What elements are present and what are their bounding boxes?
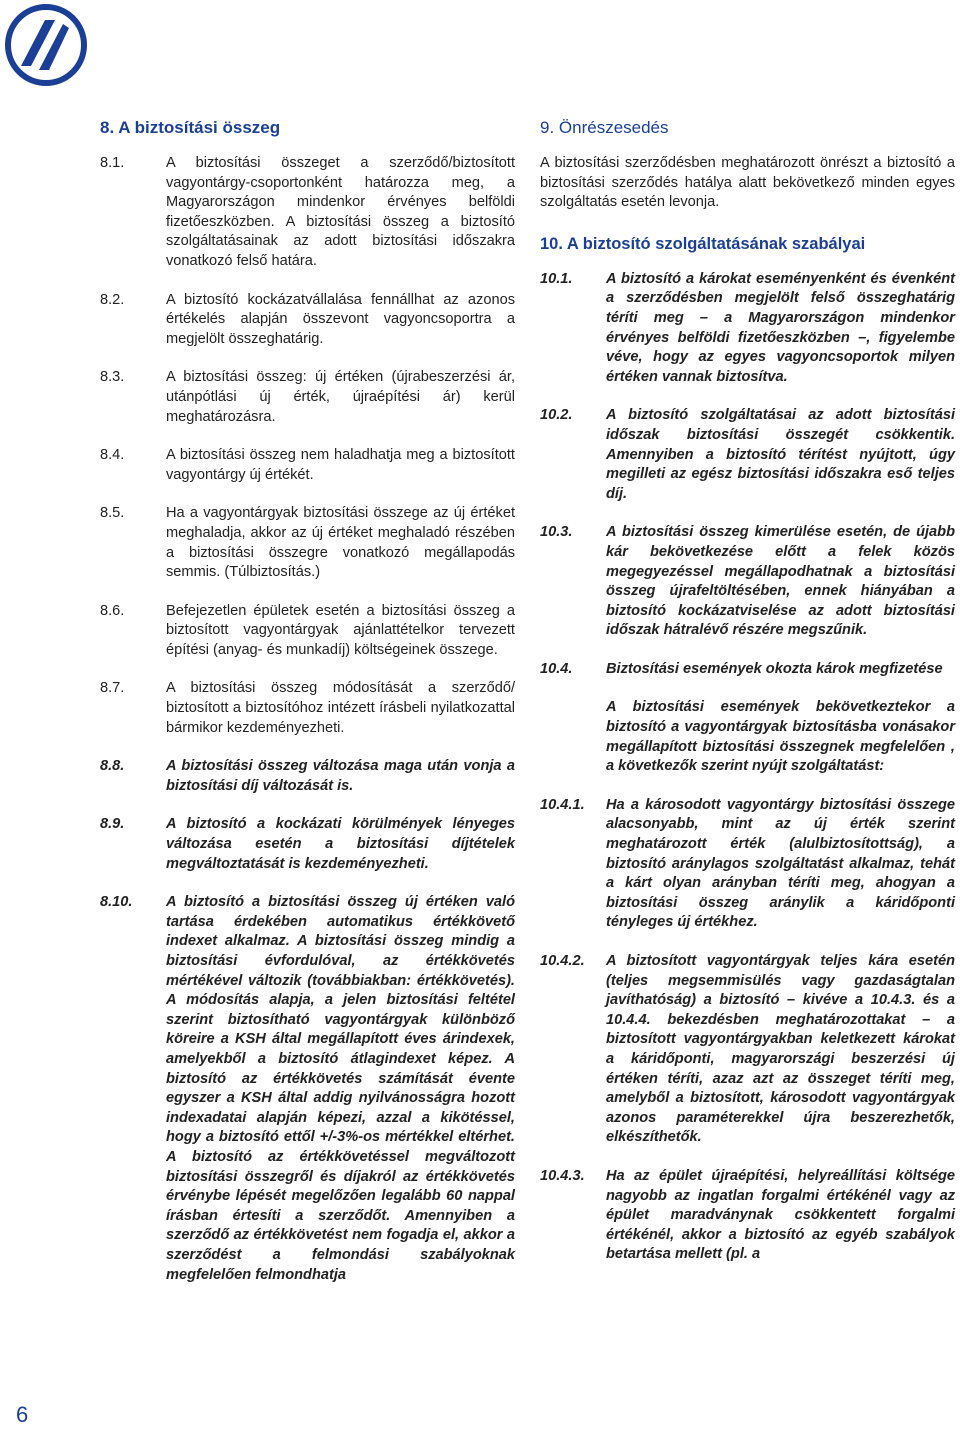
right-items <box>540 270 955 680</box>
paragraph-number: 10.4.1. <box>540 796 585 813</box>
right-subitems <box>540 796 955 1265</box>
paragraph-number: 8.3. <box>100 369 125 386</box>
paragraph-text: A biztosító a biztosítási összeg új értéken való tartása érdekében automatikus értékkövető indexet alkalmaz. A biztosítási összeg mindig a biztosítási évfordulóval, az értékkövetés mértékével változik (továbbiakban: értékkövetés). A módosítás alapja, a jelen biztosítási feltétel szerint biztosítható vagyontárgyak különböző köreire a KSH által megállapított éves árindexek, amelyekből a biztosító átlagindexet képez. A biztosító az értékkövetés számítását évente egyszer a KSH által addig nyilvánosságra hozott indexadatai alapján képezi, azzal a kikötéssel, hogy a biztosító ettől +/-3%-os mértékkel eltérhet. A biztosító az értékkövetéssel megváltozott biztosítási összegről és díjakról az értékkövetés érvénybe lépését megelőzően legalább 60 nappal írásban értesíti a szerződőt. Amennyiben a szerződő az értékkövetést nem fogadja el, akkor a szerződést a felmondási szabályoknak megfelelően felmondhatja <box>166 894 515 1283</box>
numbered-paragraph <box>540 523 955 641</box>
left-items <box>100 154 515 1285</box>
section-10-4-paragraph: A biztosítási események bekövetkeztekor a biztosító a vagyontárgyak biztosításba vonásakor megállapított biztosítási összegnek megfelelően , a következők szerint nyújt szolgáltatást: <box>606 699 955 775</box>
paragraph-text: Biztosítási események okozta károk megfizetése <box>606 660 943 677</box>
numbered-paragraph <box>100 815 515 874</box>
right-column <box>540 116 955 1265</box>
paragraph-number: 8.7. <box>100 680 125 697</box>
paragraph-text: A biztosítási összeg: új értéken (újrabeszerzési ár, utánpótlási új érték, újraépítési ár) kerül meghatározásra. <box>166 369 515 425</box>
paragraph-text: A biztosítási összeg módosítását a szerződő/ biztosított a biztosítóhoz intézett írásbeli nyilatkozattal bármikor kezdeményezheti. <box>166 680 515 736</box>
numbered-paragraph <box>100 446 515 485</box>
paragraph-number: 8.2. <box>100 291 125 308</box>
paragraph-text: Ha az épület újraépítési, helyreállítási költsége nagyobb az ingatlan forgalmi értékénél vagy az épület maradványnak csökkentett forgalmi értékénél, akkor a biztosító az egyéb szabályok betartása mellett (pl. a <box>606 1167 955 1263</box>
left-column <box>100 116 515 1285</box>
paragraph-text: A biztosító a kockázati körülmények lényeges változása esetén a biztosítási díjtételek megváltoztatását is kezdeményezheti. <box>166 816 515 872</box>
numbered-paragraph <box>100 504 515 582</box>
numbered-paragraph <box>100 368 515 427</box>
numbered-paragraph <box>540 660 955 680</box>
paragraph-number: 10.1. <box>540 270 573 287</box>
numbered-paragraph <box>100 893 515 1285</box>
numbered-paragraph <box>100 757 515 796</box>
numbered-paragraph <box>100 679 515 738</box>
paragraph-text: Befejezetlen épületek esetén a biztosítási összeg a biztosított vagyontárgyak ajánlattételkor tervezett építési (anyag- és munkadíj) költségeinek összege. <box>166 602 515 658</box>
paragraph-number: 8.6. <box>100 602 125 619</box>
paragraph-number: 8.4. <box>100 447 125 464</box>
page-number: 6 <box>16 1402 29 1427</box>
numbered-paragraph <box>540 952 955 1148</box>
paragraph-number: 10.2. <box>540 407 573 424</box>
paragraph-text: Ha a károsodott vagyontárgy biztosítási összege alacsonyabb, mint az új érték szerint meghatározott érték (alulbiztosítottság), a biztosító aránylagos szolgáltatást alkalmaz, tehát a kárt olyan arányban téríti meg, ahogyan a biztosítási összeg aránylik a káridőponti tényleges új értékhez. <box>606 796 955 931</box>
numbered-paragraph <box>540 1167 955 1265</box>
numbered-paragraph <box>540 406 955 504</box>
numbered-paragraph <box>540 270 955 388</box>
paragraph-text: A biztosító szolgáltatásai az adott biztosítási időszak biztosítási összegét csökkentik. Amennyiben a biztosító térítést nyújtott, úgy megilleti az egész biztosítási időszakra eső teljes díj. <box>606 407 955 502</box>
section-heading-10: 10. A biztosító szolgáltatásának szabályai <box>540 234 866 253</box>
paragraph-number: 8.10. <box>100 894 133 911</box>
paragraph-text: Ha a vagyontárgyak biztosítási összege az új értéket meghaladja, akkor az új értéket meghaladó részében a biztosítási összegre vonatkozó megállapodás semmis. (Túlbiztosítás.) <box>166 505 515 581</box>
paragraph-number: 8.5. <box>100 505 125 522</box>
paragraph-number: 10.4.3. <box>540 1167 585 1184</box>
numbered-paragraph <box>100 602 515 661</box>
numbered-paragraph <box>100 154 515 272</box>
paragraph-text: A biztosítási összeg kimerülése esetén, de újabb kár bekövetkezése előtt a felek közös megegyezéssel megállapodhatnak a biztosítási összeg újrafeltöltésében, ennek hiányában a biztosító kockázatviselése az adott biztosítási időszak hátralévő részére megszűnik. <box>606 524 955 639</box>
paragraph-number: 8.1. <box>100 155 125 171</box>
numbered-paragraph <box>100 291 515 350</box>
paragraph-text: A biztosítási összeget a szerződő/biztosított vagyontárgy-csoportonként határozza meg, a Magyarországon mindenkor érvényes belföldi fizetőeszközben. A biztosítási összeg a biztosító szolgáltatásainak az adott biztosítási időszakra vonatkozó felső határa. <box>166 155 515 269</box>
paragraph-number: 10.4. <box>540 660 573 677</box>
paragraph-text: A biztosítási összeg nem haladhatja meg a biztosított vagyontárgy új értékét. <box>166 447 515 483</box>
section-heading-9: 9. Önrészesedés <box>540 118 669 137</box>
paragraph-number: 8.8. <box>100 758 125 775</box>
paragraph-text: A biztosított vagyontárgyak teljes kára esetén (teljes megsemmisülés vagy gazdaságtalan javíthatóság) a biztosító – kivéve a 10.4.3. és a 10.4.4. bekezdésben meghatározottakat – a biztosított vagyontárgyakban keletkezett károkat a káridőponti, magyarországi beszerzési új értéken téríti, azaz azt az összeget téríti meg, amelyből a biztosított, károsodott vagyontárgyak azonos paraméterekkel újra beszerezhetők, elkészíthetők. <box>606 953 955 1146</box>
numbered-paragraph <box>540 796 955 933</box>
company-logo-icon <box>5 4 87 86</box>
paragraph-number: 8.9. <box>100 816 125 833</box>
paragraph-number: 10.3. <box>540 524 573 541</box>
section-9-text: A biztosítási szerződésben meghatározott önrészt a biztosító a biztosítási szerződés hatálya alatt bekövetkező minden egyes szolgáltatás esetén levonja. <box>540 155 955 211</box>
section-heading-8: 8. A biztosítási összeg <box>100 118 281 137</box>
paragraph-text: A biztosító kockázatvállalása fennállhat az azonos értékelés alapján összevont vagyoncsoportra a megjelölt összeghatárig. <box>166 291 515 347</box>
paragraph-number: 10.4.2. <box>540 953 585 969</box>
paragraph-text: A biztosító a károkat eseményenként és évenként a szerződésben megjelölt felső összeghatárig téríti meg – a Magyarországon mindenkor érvényes belföldi fizetőeszközben –, figyelembe véve, hogy az egyes vagyoncsoportok milyen értéken vannak biztosítva. <box>606 270 955 385</box>
paragraph-text: A biztosítási összeg változása maga után vonja a biztosítási díj változását is. <box>166 758 515 794</box>
